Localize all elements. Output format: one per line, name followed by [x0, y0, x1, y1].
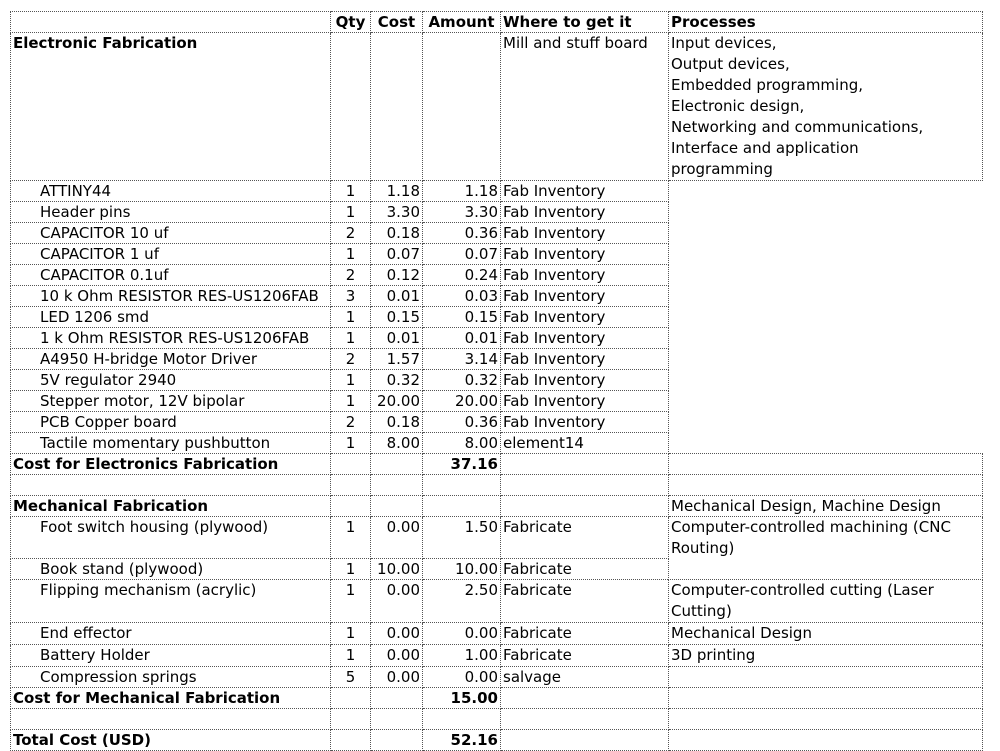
section-title: Mechanical Fabrication [11, 496, 331, 517]
empty-cell [371, 496, 423, 517]
subtotal-row-mechanical [11, 688, 983, 709]
process-line: Embedded programming, [671, 76, 864, 94]
table-row [11, 623, 983, 645]
header-item-cell [11, 12, 331, 33]
electronic-processes [669, 33, 983, 181]
subtotal-value: 37.16 [423, 454, 501, 475]
header-cost: Cost [371, 12, 423, 33]
process-line: Networking and communications, [671, 118, 924, 136]
item-qty: 1 [331, 307, 371, 328]
item-where: Fab Inventory [501, 181, 669, 202]
item-cost: 0.15 [371, 307, 423, 328]
item-where: Fab Inventory [501, 202, 669, 223]
empty-cell [423, 496, 501, 517]
table-row [11, 517, 983, 559]
item-cost: 0.12 [371, 265, 423, 286]
item-qty: 1 [331, 202, 371, 223]
item-cost: 0.00 [371, 667, 423, 688]
process-line: Output devices, [671, 55, 790, 73]
empty-cell [371, 475, 423, 496]
empty-cell [331, 475, 371, 496]
table-row [11, 181, 983, 202]
table-row [11, 328, 983, 349]
header-row [11, 12, 983, 33]
process-line: Input devices, [671, 34, 777, 52]
header-processes: Processes [669, 12, 983, 33]
table-row [11, 645, 983, 667]
table-row [11, 286, 983, 307]
item-name: LED 1206 smd [11, 307, 331, 328]
item-qty: 1 [331, 645, 371, 667]
empty-cell [423, 475, 501, 496]
empty-cell [669, 688, 983, 709]
item-cost: 0.18 [371, 223, 423, 244]
item-amount: 3.14 [423, 349, 501, 370]
item-name: Battery Holder [11, 645, 331, 667]
header-qty: Qty [331, 12, 371, 33]
item-where: Fabricate [501, 580, 669, 623]
bill-of-materials-table [10, 11, 983, 751]
item-cost: 0.00 [371, 517, 423, 559]
blank-row [11, 475, 983, 496]
item-cost: 3.30 [371, 202, 423, 223]
empty-cell [669, 709, 983, 730]
item-name: CAPACITOR 1 uf [11, 244, 331, 265]
item-amount: 3.30 [423, 202, 501, 223]
table-row [11, 202, 983, 223]
item-amount: 10.00 [423, 559, 501, 580]
item-processes: Mechanical Design [669, 623, 983, 645]
empty-cell [501, 475, 669, 496]
total-row [11, 730, 983, 751]
item-name: PCB Copper board [11, 412, 331, 433]
item-where: element14 [501, 433, 669, 454]
item-where: Fab Inventory [501, 391, 669, 412]
item-qty: 1 [331, 370, 371, 391]
item-where: Fab Inventory [501, 412, 669, 433]
item-where: Fabricate [501, 623, 669, 645]
item-where: Fab Inventory [501, 349, 669, 370]
empty-cell [669, 730, 983, 751]
item-qty: 2 [331, 265, 371, 286]
item-cost: 8.00 [371, 433, 423, 454]
empty-cell [371, 33, 423, 181]
table-row [11, 265, 983, 286]
item-name: 10 k Ohm RESISTOR RES-US1206FAB [11, 286, 331, 307]
item-where: Fab Inventory [501, 286, 669, 307]
item-qty: 1 [331, 517, 371, 559]
item-qty: 3 [331, 286, 371, 307]
item-cost: 0.18 [371, 412, 423, 433]
item-cost: 1.18 [371, 181, 423, 202]
item-amount: 1.00 [423, 645, 501, 667]
item-where: Fab Inventory [501, 265, 669, 286]
item-where: Fabricate [501, 645, 669, 667]
item-amount: 2.50 [423, 580, 501, 623]
total-label: Total Cost (USD) [11, 730, 331, 751]
item-name: CAPACITOR 0.1uf [11, 265, 331, 286]
empty-cell [423, 33, 501, 181]
empty-cell [331, 688, 371, 709]
empty-cell [423, 709, 501, 730]
table-row [11, 370, 983, 391]
subtotal-row-electronic [11, 454, 983, 475]
item-qty: 1 [331, 391, 371, 412]
item-cost: 0.07 [371, 244, 423, 265]
item-cost: 20.00 [371, 391, 423, 412]
item-where: Fabricate [501, 559, 669, 580]
item-qty: 1 [331, 623, 371, 645]
item-processes: Computer-controlled cutting (Laser Cutting) [669, 580, 983, 623]
electronic-items [11, 181, 983, 454]
item-cost: 0.00 [371, 580, 423, 623]
item-name: Tactile momentary pushbutton [11, 433, 331, 454]
section-row-mechanical [11, 496, 983, 517]
table-row [11, 580, 983, 623]
item-qty: 2 [331, 412, 371, 433]
item-name: 1 k Ohm RESISTOR RES-US1206FAB [11, 328, 331, 349]
empty-cell [669, 475, 983, 496]
item-amount: 0.36 [423, 412, 501, 433]
item-processes [669, 667, 983, 688]
table-row [11, 307, 983, 328]
table-row [11, 391, 983, 412]
item-where: Fabricate [501, 517, 669, 559]
subtotal-label: Cost for Mechanical Fabrication [11, 688, 331, 709]
item-processes: Computer-controlled machining (CNC Routing) [669, 517, 983, 580]
item-amount: 0.24 [423, 265, 501, 286]
item-qty: 2 [331, 349, 371, 370]
section-processes: Mechanical Design, Machine Design [669, 496, 983, 517]
item-where: Fab Inventory [501, 370, 669, 391]
empty-cell [371, 688, 423, 709]
section-title: Electronic Fabrication [11, 33, 331, 181]
empty-cell [11, 709, 331, 730]
empty-cell [501, 454, 669, 475]
item-amount: 0.00 [423, 623, 501, 645]
item-where: Fab Inventory [501, 223, 669, 244]
item-name: End effector [11, 623, 331, 645]
item-where: salvage [501, 667, 669, 688]
header-where: Where to get it [501, 12, 669, 33]
process-line: programming [671, 160, 773, 178]
section-row-electronic [11, 33, 983, 181]
mechanical-items [11, 517, 983, 688]
item-qty: 1 [331, 244, 371, 265]
empty-cell [669, 454, 983, 475]
item-name: Header pins [11, 202, 331, 223]
empty-cell [371, 730, 423, 751]
table-row [11, 223, 983, 244]
item-where: Fab Inventory [501, 244, 669, 265]
empty-cell [501, 730, 669, 751]
item-qty: 1 [331, 328, 371, 349]
table-row [11, 433, 983, 454]
empty-cell [371, 709, 423, 730]
section-where: Mill and stuff board [501, 33, 669, 181]
item-amount: 0.03 [423, 286, 501, 307]
item-cost: 0.01 [371, 328, 423, 349]
table-row [11, 412, 983, 433]
item-cost: 0.00 [371, 623, 423, 645]
item-amount: 8.00 [423, 433, 501, 454]
empty-cell [11, 475, 331, 496]
empty-cell [371, 454, 423, 475]
empty-cell [331, 496, 371, 517]
item-name: Flipping mechanism (acrylic) [11, 580, 331, 623]
item-cost: 0.01 [371, 286, 423, 307]
subtotal-value: 15.00 [423, 688, 501, 709]
item-amount: 20.00 [423, 391, 501, 412]
total-value: 52.16 [423, 730, 501, 751]
item-name: Book stand (plywood) [11, 559, 331, 580]
empty-cell [501, 709, 669, 730]
empty-cell [331, 33, 371, 181]
item-amount: 0.07 [423, 244, 501, 265]
blank-row [11, 709, 983, 730]
item-amount: 0.32 [423, 370, 501, 391]
item-where: Fab Inventory [501, 328, 669, 349]
item-cost: 1.57 [371, 349, 423, 370]
item-amount: 0.15 [423, 307, 501, 328]
item-qty: 1 [331, 181, 371, 202]
item-amount: 1.18 [423, 181, 501, 202]
empty-cell [331, 709, 371, 730]
item-name: A4950 H-bridge Motor Driver [11, 349, 331, 370]
item-qty: 1 [331, 580, 371, 623]
process-line: Electronic design, [671, 97, 805, 115]
item-cost: 10.00 [371, 559, 423, 580]
item-processes: 3D printing [669, 645, 983, 667]
item-name: Compression springs [11, 667, 331, 688]
header-amount: Amount [423, 12, 501, 33]
item-qty: 5 [331, 667, 371, 688]
empty-cell [501, 688, 669, 709]
table-row [11, 667, 983, 688]
item-name: ATTINY44 [11, 181, 331, 202]
item-name: CAPACITOR 10 uf [11, 223, 331, 244]
empty-cell [331, 730, 371, 751]
item-qty: 2 [331, 223, 371, 244]
item-name: Stepper motor, 12V bipolar [11, 391, 331, 412]
table-row [11, 244, 983, 265]
subtotal-label: Cost for Electronics Fabrication [11, 454, 331, 475]
item-qty: 1 [331, 559, 371, 580]
process-line: Interface and application [671, 139, 859, 157]
item-cost: 0.00 [371, 645, 423, 667]
item-amount: 0.36 [423, 223, 501, 244]
item-name: 5V regulator 2940 [11, 370, 331, 391]
item-amount: 0.00 [423, 667, 501, 688]
item-cost: 0.32 [371, 370, 423, 391]
item-amount: 1.50 [423, 517, 501, 559]
item-where: Fab Inventory [501, 307, 669, 328]
table-row [11, 349, 983, 370]
empty-cell [501, 496, 669, 517]
item-amount: 0.01 [423, 328, 501, 349]
item-qty: 1 [331, 433, 371, 454]
empty-cell [331, 454, 371, 475]
item-name: Foot switch housing (plywood) [11, 517, 331, 559]
